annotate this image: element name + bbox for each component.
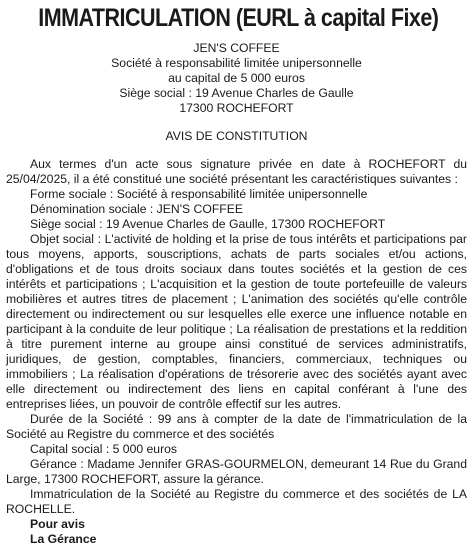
intro-paragraph: Aux termes d'un acte sous signature privée en date à ROCHEFORT du 25/04/2025, il a été constitué une société présentant les caractéristiques suivantes : [6,157,467,186]
company-city: 17300 ROCHEFORT [179,101,294,115]
signature-gerance: La Gérance [30,532,97,546]
company-form: Société à responsabilité limitée unipersonnelle [111,56,362,70]
duree-societe: Durée de la Société : 99 ans à compter de la date de l'immatriculation de la Société au Registre du commerce et des sociétés [6,412,467,441]
signature-pour-avis: Pour avis [30,517,85,531]
company-name: JEN'S COFFEE [193,41,280,55]
immatriculation: Immatriculation de la Société au Registre du commerce et des sociétés de LA ROCHELLE. [6,487,467,516]
capital-social: Capital social : 5 000 euros [30,442,178,456]
notice-type: AVIS DE CONSTITUTION [165,129,308,143]
company-header [6,41,467,116]
company-seat: Siège social : 19 Avenue Charles de Gaulle [119,86,354,100]
notice-body [6,157,467,547]
denomination-sociale: Dénomination sociale : JEN'S COFFEE [30,202,243,216]
siege-social: Siège social : 19 Avenue Charles de Gaulle, 17300 ROCHEFORT [30,217,386,231]
company-capital: au capital de 5 000 euros [168,71,305,85]
forme-sociale: Forme sociale : Société à responsabilité limitée unipersonnelle [30,187,368,201]
objet-social: Objet social : L'activité de holding et la prise de tous intérêts et participations par tous moyens, apports, souscriptions, achats de parts sociales et/ou actions, d'obligations et de tous droits sociaux dans toutes sociétés et la gestion de ces intérêts et participations ; L'acquisition et la gestion de toute portefeuille de valeurs mobilières et autres titres de placement ; L'animation des sociétés qu'elle contrôle directement ou indirectement ou sur lesquelles elle exerce une influence notable en participant à la conduite de leur politique ; La réalisation de prestations et la reddition à titre purement interne au groupe ainsi constitué de services administratifs, juridiques, de gestion, comptables, financiers, commerciaux, techniques ou immobiliers ; La réalisation d'opérations de trésorerie avec des sociétés ayant avec elle directement ou indirectement des liens en capital conférant à l'une des entreprises liées, un pouvoir de contrôle effectif sur les autres. [6,232,467,411]
gerance: Gérance : Madame Jennifer GRAS-GOURMELON, demeurant 14 Rue du Grand Large, 17300 ROCHEFORT, assure la gérance. [6,457,467,486]
notice-title: IMMATRICULATION (EURL à capital Fixe) [38,4,439,32]
